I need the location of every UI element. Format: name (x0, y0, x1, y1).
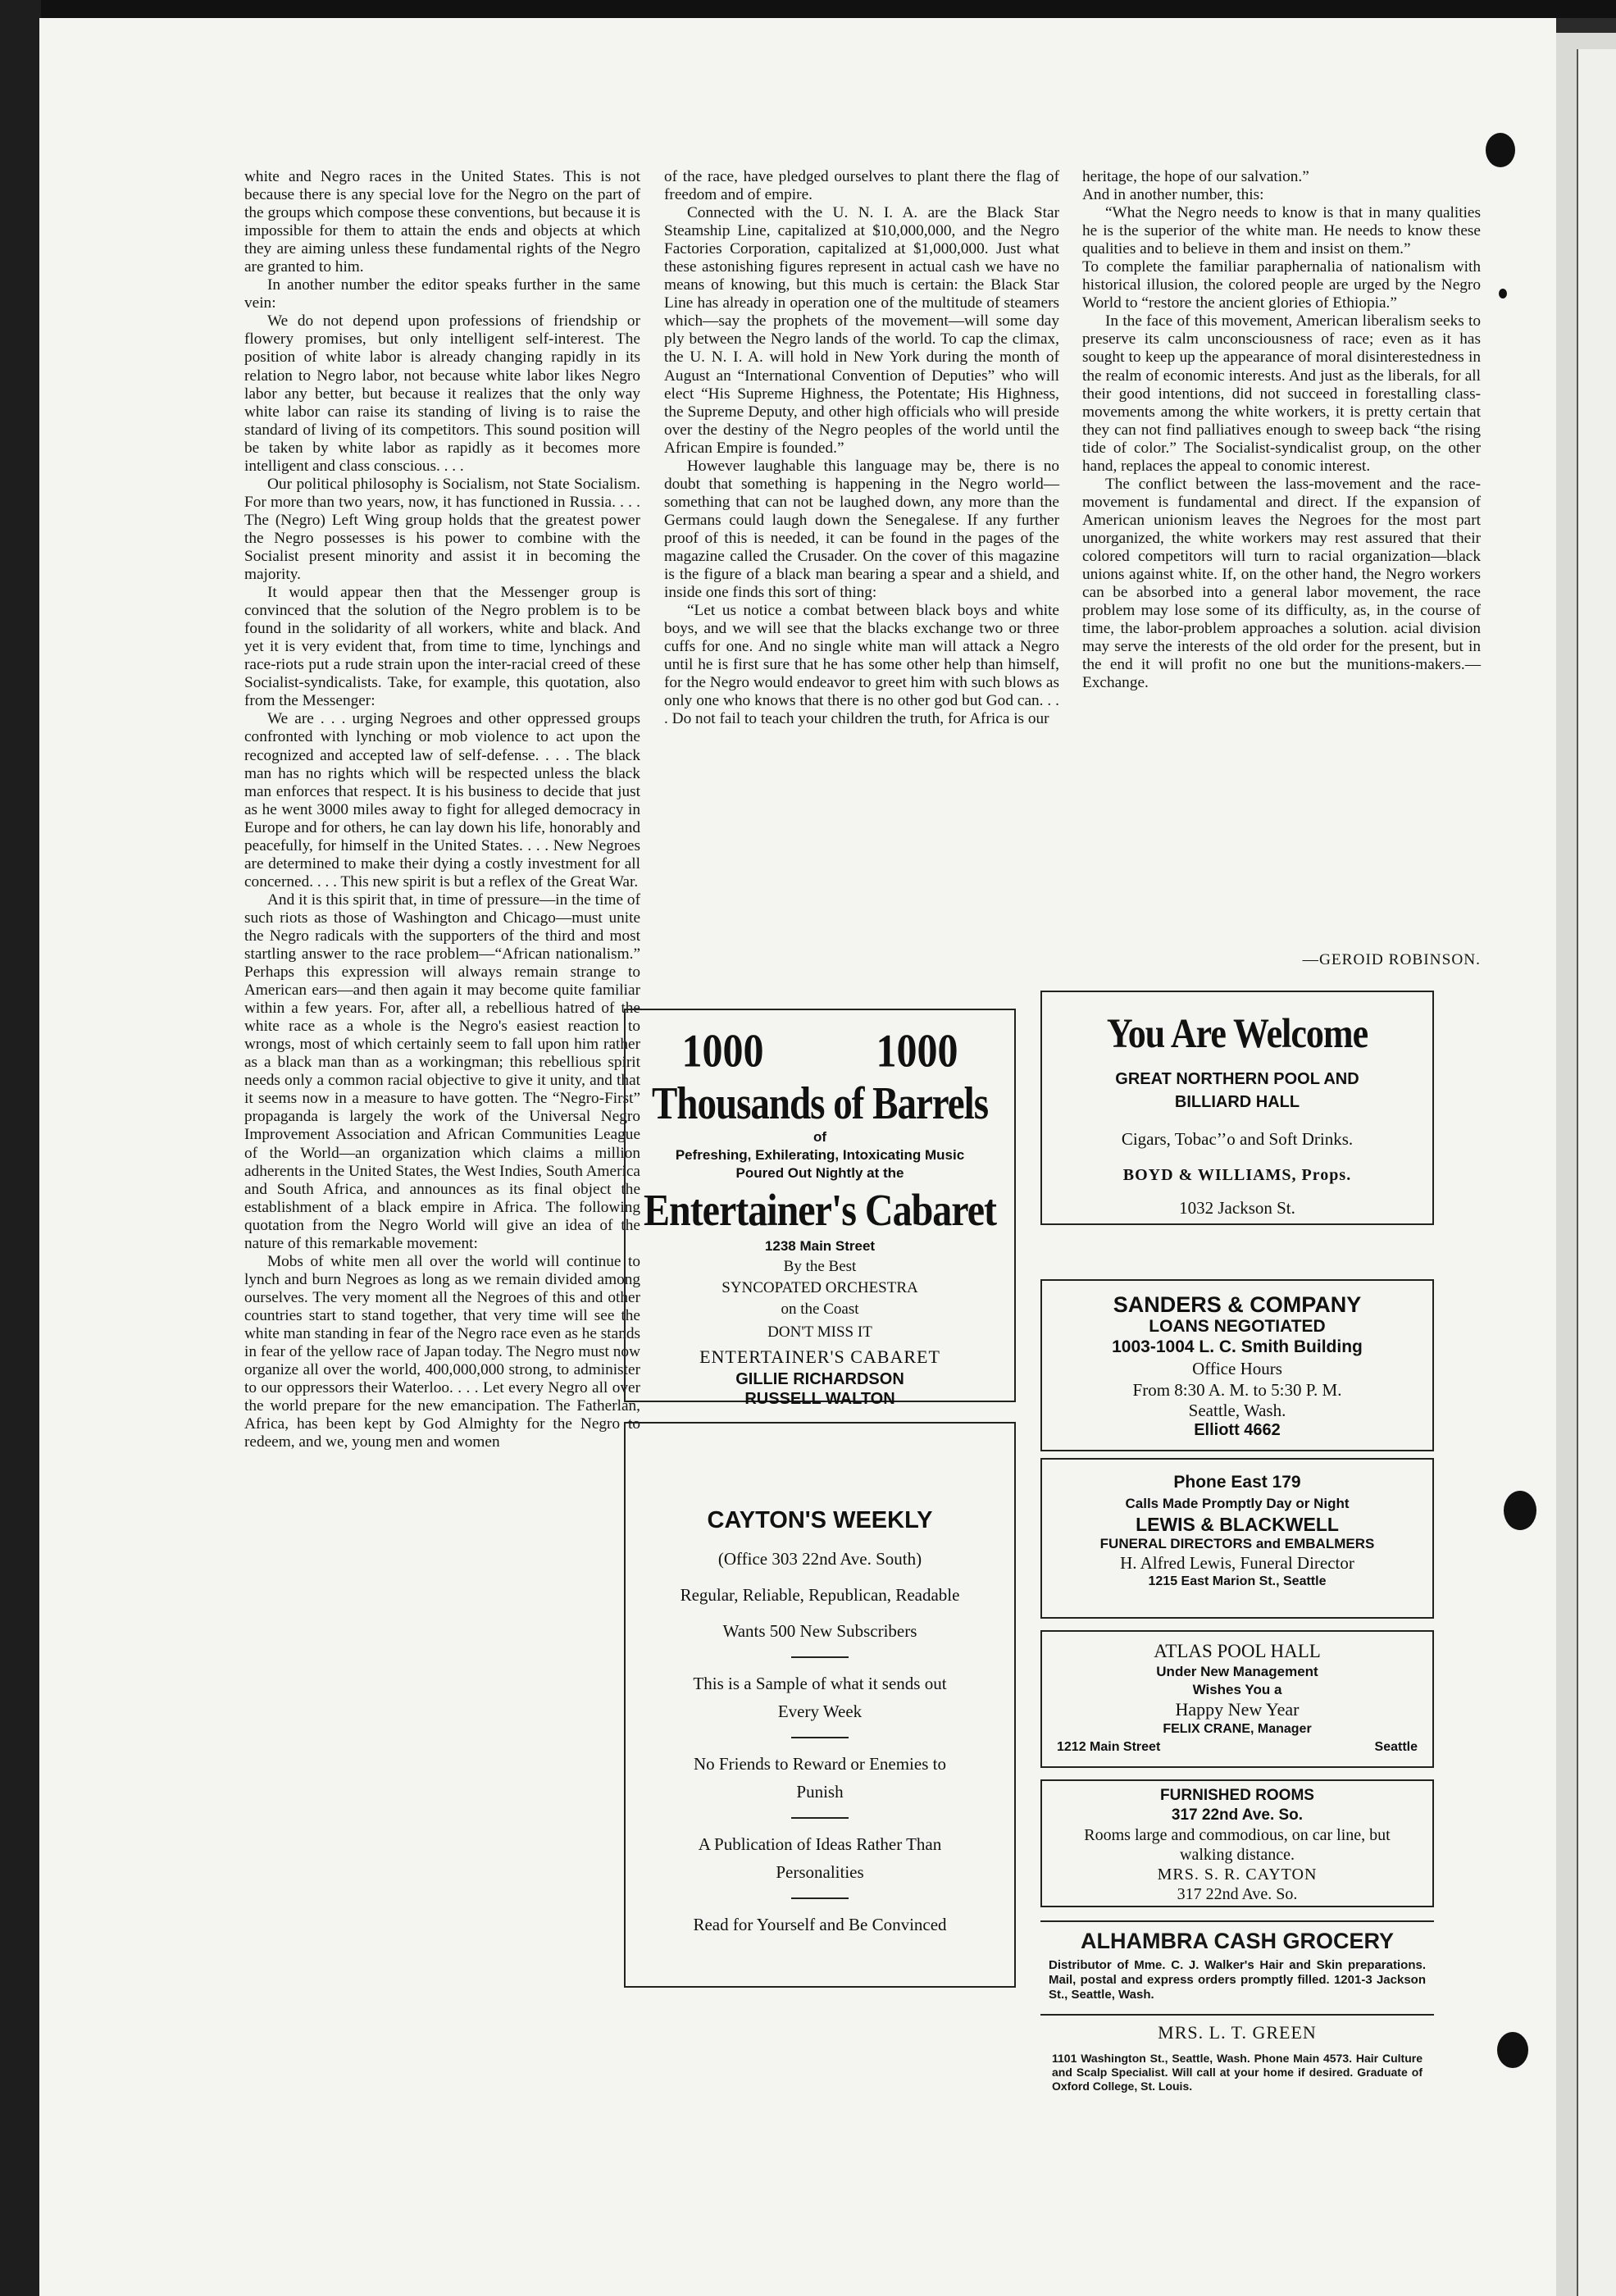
ad-cabaret-address: 1238 Main Street (764, 1238, 876, 1254)
ad-rooms-line-5: 317 22nd Ave. So. (1177, 1885, 1298, 1903)
ad-welcome-line-4: BOYD & WILLIAMS, Props. (1122, 1166, 1352, 1184)
ad-cayton-rule (791, 1897, 849, 1899)
ad-cayton-line-5: No Friends to Reward or Enemies to (694, 1754, 946, 1774)
ink-blot (1504, 1491, 1536, 1530)
ink-blot (1499, 289, 1507, 298)
ad-lewis-blackwell (1040, 1458, 1434, 1619)
ink-blot (1497, 2032, 1528, 2068)
ad-cabaret-headline: Thousands of Barrels (651, 1077, 989, 1130)
ad-cayton-line-7: A Publication of Ideas Rather Than (698, 1834, 942, 1854)
ad-atlas-address: 1212 Main Street (1057, 1740, 1161, 1754)
ad-furnished-rooms (1040, 1779, 1434, 1907)
scan-border-top (0, 0, 1616, 18)
article-paragraph: Mobs of white men all over the world will continue to lynch and burn Negroes as long as we remain divided among ourselves. The very moment all the Negroes of this and other countries start to stand together, that very time will see the white man standing in fear of the Negro race even as he stands in fear of the yellow race of Japan today. The Negro must now organize all over the world, 400,000,000 strong, to administer to our oppressors their Waterloo. . . . Let every Negro all over the world prepare for the new emancipation. The Fatherlan, Africa, has been kept by God Almighty for the Negro to redeem, and we, young men and women (244, 1252, 640, 1451)
ad-cabaret-tagline: Pefreshing, Exhilerating, Intoxicating Music (675, 1147, 965, 1163)
ad-sanders-line-5: From 8:30 A. M. to 5:30 P. M. (1132, 1380, 1342, 1400)
ad-atlas-city: Seattle (1374, 1740, 1418, 1754)
article-column-1 (244, 168, 640, 1451)
ad-cabaret-number-right: 1000 (876, 1023, 958, 1077)
ad-sanders-line-4: Office Hours (1192, 1359, 1282, 1378)
ad-alhambra-divider (1040, 1920, 1434, 1922)
ad-atlas-pool-hall (1040, 1630, 1434, 1768)
article-column-2 (664, 168, 1059, 728)
ad-cabaret-orchestra: SYNCOPATED ORCHESTRA (722, 1279, 918, 1296)
article-paragraph: To complete the familiar paraphernalia of nationalism with historical illusion, the colored people are urged by the Negro World to “restore the ancient glories of Ethiopia.” (1082, 258, 1481, 312)
ad-sanders-company (1040, 1279, 1434, 1451)
ad-atlas-line-3: Wishes You a (1192, 1682, 1282, 1697)
ad-lewis-line-5: H. Alfred Lewis, Funeral Director (1120, 1553, 1354, 1573)
ad-atlas-line-2: Under New Management (1156, 1664, 1318, 1679)
ad-atlas-line-1: ATLAS POOL HALL (1154, 1641, 1321, 1661)
ad-lewis-line-3: LEWIS & BLACKWELL (1136, 1514, 1339, 1535)
ad-sanders-line-2: LOANS NEGOTIATED (1149, 1317, 1326, 1336)
article-paragraph: Our political philosophy is Socialism, not State Socialism. For more than two years, now, it has functioned in Russia. . . . The (Negro) Left Wing group holds that the greatest power the Negro possesses is his power to combine with the Socialist present minority and assist it in becoming the majority. (244, 475, 640, 584)
ad-atlas-line-5: FELIX CRANE, Manager (1163, 1722, 1312, 1736)
ad-welcome-line-2: BILLIARD HALL (1174, 1093, 1300, 1111)
ad-rooms-line-1: FURNISHED ROOMS (1160, 1787, 1314, 1804)
ad-cayton-line-4: Every Week (777, 1702, 863, 1721)
page-edge-inner (1577, 49, 1616, 2296)
article-paragraph: In another number the editor speaks further in the same vein: (244, 276, 640, 312)
ad-cabaret-poured: Poured Out Nightly at the (735, 1165, 904, 1181)
ad-green-divider (1040, 2014, 1434, 2016)
article-paragraph: We are . . . urging Negroes and other oppressed groups confronted with lynching or mob violence to act upon the recognized and accepted law of self-defense. . . . The black man has no rights which will be respected unless the black man enforces that respect. It is his business to decide that just as he went 3000 miles away to fight for alleged democracy in Europe and for others, he can lay down his life, honorably and peacefully, for himself in the United States. . . . New Negroes are determined to make their dying a costly investment for all concerned. . . . This new spirit is but a reflex of the Great War. (244, 710, 640, 891)
ad-cabaret-name-2: ENTERTAINER'S CABARET (699, 1346, 940, 1367)
ad-rooms-line-2: 317 22nd Ave. So. (1171, 1806, 1304, 1824)
ink-blot (1486, 133, 1515, 167)
ad-caytons-weekly (624, 1422, 1016, 1988)
ad-mrs-green (1040, 2020, 1434, 2093)
ad-lewis-line-1: Phone East 179 (1173, 1473, 1301, 1492)
ad-rooms-line-3: Rooms large and commodious, on car line, but walking distance. (1084, 1826, 1391, 1864)
article-paragraph: However laughable this language may be, there is no doubt that something is happening in the Negro world—something that can not be laughed down, any more than the Germans could laugh down the Senegalese. If any further proof of this is needed, it can be found in the pages of the magazine called the Crusader. On the cover of this magazine is the figure of a black man bearing a spear and a shield, and inside one finds this sort of thing: (664, 457, 1059, 602)
article-paragraph: And in another number, this: (1082, 186, 1264, 204)
ad-sanders-line-3: 1003-1004 L. C. Smith Building (1112, 1337, 1363, 1356)
ad-rooms-line-4: MRS. S. R. CAYTON (1157, 1866, 1318, 1884)
article-paragraph: And it is this spirit that, in time of pressure—in the time of such riots as those of Washington and Chicago—must unite the Negro radicals with the supporters of the third and most startling answer to the race problem—“African nationalism.” Perhaps this expression will always remain strange to American ears—and then again it may become quite familiar within a few years. For, after all, a rebellious hatred of the white race as a whole is the Negro's easiest reaction to wrongs, most of which certainly seem to fall upon him rather as a black man than as a workingman; this rebellious spirit needs only a common racial objective to give it unity, and that it seems now in a measure to have gotten. The “Negro-First” propaganda is largely the work of the Universal Negro Improvement Association and African Communities League of the World—an organization which claims a million adherents in the United States, the West Indies, South America and South Africa, and announces as its final object the establishment of a black empire in Africa. The following quotation from the Negro World will give an idea of the nature of this remarkable movement: (244, 891, 640, 1252)
ad-cayton-line-6: Punish (796, 1782, 844, 1802)
ad-alhambra-body: Distributor of Mme. C. J. Walker's Hair and Skin preparations. Mail, postal and express orders promptly filled. 1201-3 Jackson St., Seattle, Wash. (1049, 1958, 1426, 2002)
ad-cayton-line-1: Regular, Reliable, Republican, Readable (680, 1585, 960, 1605)
ad-cabaret-name: Entertainer's Cabaret (643, 1185, 997, 1236)
ad-entertainers-cabaret (624, 1009, 1016, 1408)
ad-cabaret-by: By the Best (783, 1258, 857, 1275)
ad-sanders-line-7: Elliott 4662 (1194, 1421, 1281, 1439)
ad-cabaret-miss: DON'T MISS IT (767, 1323, 872, 1341)
article-paragraph: white and Negro races in the United States. This is not because there is any special love for the Negro on the part of the groups which compose these conventions, but because it is impossible for them to attain the ends and objects at which they are aiming unless these fundamental rights of the Negro are granted to him. (244, 168, 640, 276)
ad-cabaret-coast: on the Coast (781, 1301, 859, 1318)
ad-cabaret-of: of (813, 1129, 827, 1145)
ad-lewis-line-2: Calls Made Promptly Day or Night (1125, 1496, 1350, 1511)
ad-sanders-line-1: SANDERS & COMPANY (1113, 1292, 1362, 1317)
ad-cayton-line-9: Read for Yourself and Be Convinced (693, 1915, 947, 1934)
ad-welcome-line-1: GREAT NORTHERN POOL AND (1115, 1070, 1359, 1088)
scan-border-left (0, 0, 41, 2296)
article-paragraph: We do not depend upon professions of friendship or flowery promises, but only intelligent self-interest. The position of white labor is already changing rapidly in its relation to Negro labor, not because white labor likes Negro labor any better, but because it realizes that the only way white labor can raise its standing of living is to raise the standard of living of its competitors. This sound position will be taken by white labor as rapidly as it becomes more intelligent and class conscious. . . . (244, 312, 640, 475)
ad-cayton-rule (791, 1817, 849, 1819)
newspaper-page (39, 18, 1556, 2296)
ad-cayton-rule (791, 1656, 849, 1658)
ad-cayton-rule (791, 1737, 849, 1738)
ad-cabaret-proprietor-1: GILLIE RICHARDSON (735, 1370, 904, 1388)
ad-welcome-line-5: 1032 Jackson St. (1179, 1198, 1295, 1218)
ad-alhambra-title: ALHAMBRA CASH GROCERY (1081, 1929, 1394, 1953)
ad-welcome-line-3: Cigars, Tobac’’o and Soft Drinks. (1121, 1129, 1354, 1149)
ad-you-are-welcome (1040, 991, 1434, 1225)
ad-green-title: MRS. L. T. GREEN (1158, 2022, 1317, 2043)
ad-green-body: 1101 Washington St., Seattle, Wash. Phone Main 4573. Hair Culture and Scalp Specialist. Will call at your home if desired. Graduate of Oxford College, St. Louis. (1052, 2052, 1423, 2093)
ad-cabaret-proprietor-2: RUSSELL WALTON (744, 1390, 895, 1408)
ad-sanders-line-6: Seattle, Wash. (1188, 1401, 1286, 1420)
article-column-3 (1082, 168, 1481, 692)
article-paragraph: of the race, have pledged ourselves to plant there the flag of freedom and of empire. (664, 168, 1059, 204)
ad-cabaret-number-left: 1000 (681, 1023, 764, 1077)
author-signature: —GEROID ROBINSON. (1302, 951, 1481, 968)
ad-lewis-line-4: FUNERAL DIRECTORS and EMBALMERS (1099, 1536, 1375, 1551)
ad-alhambra-cash-grocery (1040, 1927, 1434, 2002)
article-paragraph: The conflict between the lass-movement and the race-movement is fundamental and direct. If the expansion of American unionism leaves the Negroes for the most part unorganized, the white workers may rest assured that their colored competitors will turn to racial organization—black unions against white. If, on the other hand, the Negro workers can be absorbed into a general labor movement, the race problem may lose some of its difficulty, as, in the course of time, the labor-problem approaches a solution. acial division may serve the interests of the old order for the present, but in the end it will profit no one but the munitions-makers.—Exchange. (1082, 475, 1481, 692)
ad-atlas-line-4: Happy New Year (1175, 1699, 1300, 1720)
ad-cayton-line-3: This is a Sample of what it sends out (693, 1674, 947, 1693)
ad-cayton-line-8: Personalities (776, 1862, 864, 1882)
article-paragraph: It would appear then that the Messenger group is convinced that the solution of the Negro problem is to be found in the solidarity of all workers, white and black. And yet it is very evident that, from time to time, lynchings and race-riots put a rude strain upon the inter-racial creed of these Socialist-syndicalists. Take, for example, this quotation, also from the Messenger: (244, 584, 640, 710)
article-paragraph: “Let us notice a combat between black boys and white boys, and we will see that the blacks exchange two or three cuffs for one. And no single white man will attack a Negro until he is first sure that he has some other help than himself, for the Negro would endeavor to greet him with such blows as only one who knows that there is no other god but God can. . . . Do not fail to teach your children the truth, for Africa is our (664, 602, 1059, 728)
article-paragraph: In the face of this movement, American liberalism seeks to preserve its calm unconsciousness of race; even as it has sought to keep up the appearance of moral disinterestedness in the realm of economic interests. And just as the liberals, for all their good intentions, did not succeed in forestalling class-movements among the white workers, it is pretty certain that they can not find palliatives enough to sweep back “the rising tide of color.” The Socialist-syndicalist group, on the other hand, replaces the appeal to conomic interest. (1082, 312, 1481, 475)
ad-cayton-office: (Office 303 22nd Ave. South) (717, 1549, 922, 1569)
ad-welcome-title: You Are Welcome (1106, 1010, 1368, 1057)
ad-cayton-title: CAYTON'S WEEKLY (707, 1507, 933, 1533)
article-paragraph: “What the Negro needs to know is that in many qualities he is the superior of the white man. He needs to know these qualities and to believe in them and insist on them.” (1082, 204, 1481, 258)
ad-cayton-line-2: Wants 500 New Subscribers (722, 1621, 917, 1641)
article-paragraph: heritage, the hope of our salvation.” (1082, 168, 1309, 185)
article-signature (1082, 951, 1481, 969)
article-paragraph: Connected with the U. N. I. A. are the Black Star Steamship Line, capitalized at $10,000,000, and the Negro Factories Corporation, capitalized at $1,000,000. Just what these astonishing figures represent in actual cash we have no means of knowing, but this much is certain: the Black Star Line has already in operation one of the multitude of steamers which—say the prophets of the movement—will some day ply between the Negro lands of the world. To cap the climax, the U. N. I. A. will hold in New York during the month of August an “International Convention of Deputies” who will elect “His Supreme Highness, the Potentate; His Highness, the Supreme Deputy, and other high officials who will preside over the destiny of the Negro peoples of the world until the African Empire is founded.” (664, 204, 1059, 457)
ad-lewis-line-6: 1215 East Marion St., Seattle (1148, 1574, 1327, 1588)
